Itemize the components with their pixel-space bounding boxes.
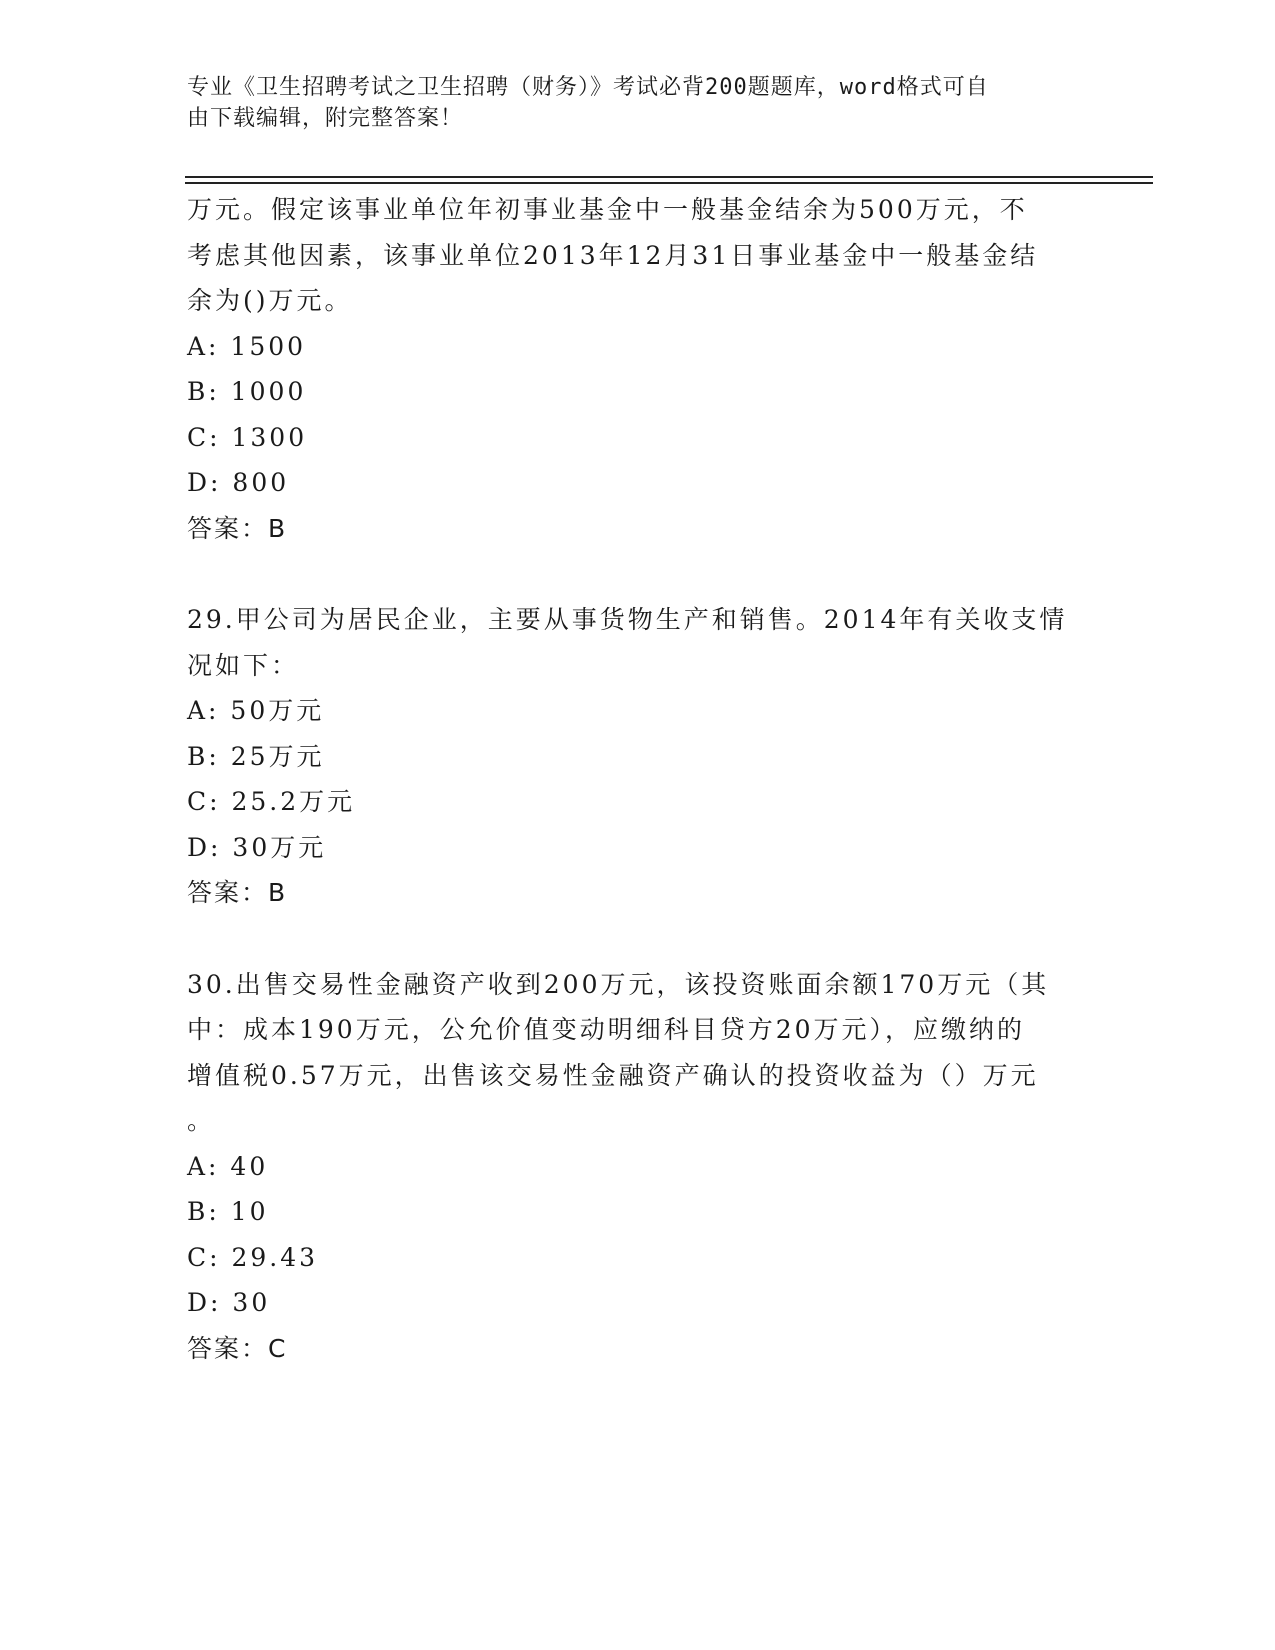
option-d: D: 30 [187, 1288, 271, 1317]
question-stem-line: 30.出售交易性金融资产收到200万元，该投资账面余额170万元（其 [187, 969, 1050, 999]
question-30 [187, 962, 1087, 1372]
spacer [187, 551, 1087, 597]
question-stem-line: 。 [187, 1106, 216, 1135]
header-line-2: 由下载编辑，附完整答案！ [187, 106, 464, 131]
answer-line: 答案：C [187, 1333, 288, 1363]
option-b: B: 10 [187, 1197, 269, 1226]
question-stem-line: 29.甲公司为居民企业，主要从事货物生产和销售。2014年有关收支情 [187, 605, 1068, 634]
option-c: C: 25.2万元 [187, 787, 356, 816]
spacer [187, 916, 1087, 962]
option-a: A: 1500 [187, 331, 307, 361]
option-a: A: 40 [187, 1151, 269, 1181]
question-stem-line: 万元。假定该事业单位年初事业基金中一般基金结余为500万元，不 [187, 195, 1028, 224]
question-stem-line: 增值税0.57万元，出售该交易性金融资产确认的投资收益为（）万元 [187, 1060, 1039, 1090]
question-stem-line: 中：成本190万元，公允价值变动明细科目贷方20万元），应缴纳的 [187, 1015, 1026, 1044]
document-header [187, 72, 1067, 134]
option-a: A: 50万元 [187, 696, 325, 725]
document-body [187, 187, 1087, 1371]
header-line-1: 专业《卫生招聘考试之卫生招聘（财务）》考试必背200题题库，word格式可自 [187, 75, 989, 100]
answer-line: 答案：B [187, 878, 288, 907]
question-29 [187, 597, 1087, 916]
option-c: C: 29.43 [187, 1242, 319, 1272]
option-c: C: 1300 [187, 422, 308, 452]
header-rule-bottom [185, 182, 1153, 184]
question-28 [187, 187, 1087, 551]
answer-line: 答案：B [187, 513, 288, 543]
option-b: B: 25万元 [187, 741, 325, 771]
question-stem-line: 考虑其他因素，该事业单位2013年12月31日事业基金中一般基金结 [187, 240, 1039, 270]
option-b: B: 1000 [187, 377, 307, 406]
option-d: D: 800 [187, 468, 290, 497]
question-stem-line: 况如下： [187, 650, 300, 680]
header-rule-top [185, 176, 1153, 178]
option-d: D: 30万元 [187, 832, 327, 862]
question-stem-line: 余为()万元。 [187, 286, 353, 315]
